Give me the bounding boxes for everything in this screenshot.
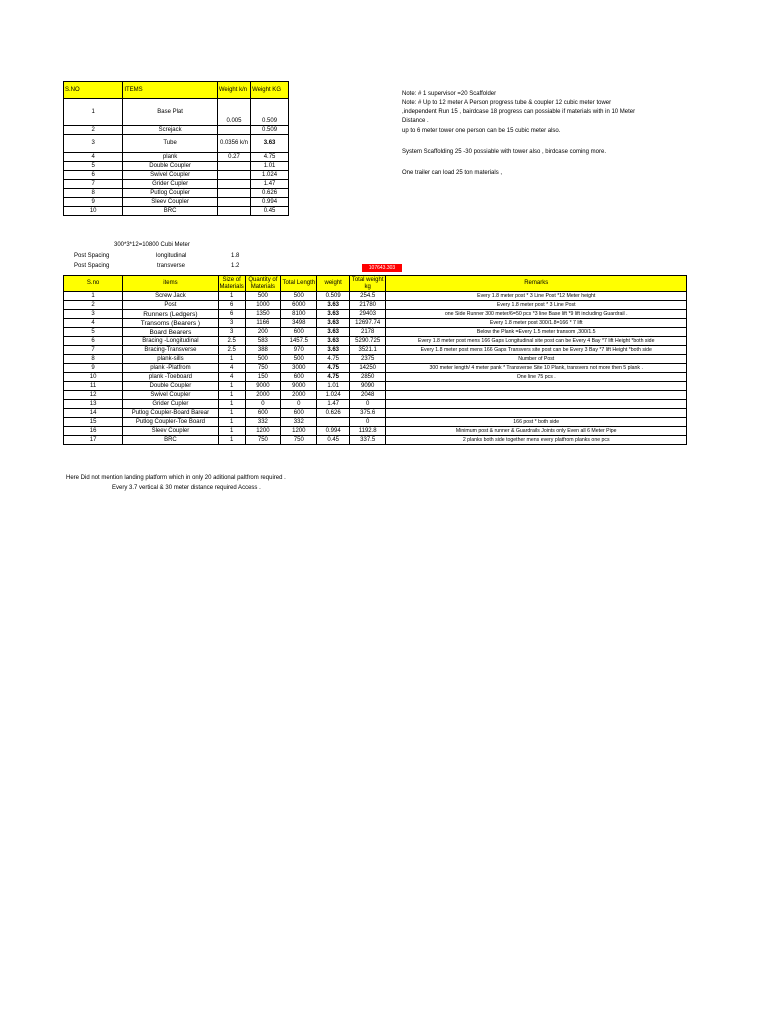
row-item: Bracing-Transverse (123, 346, 219, 355)
row-quantity: 500 (245, 292, 281, 301)
row-weight: 0.45 (317, 436, 349, 445)
row-sno: 6 (64, 337, 123, 346)
row-remarks: Every 1.8 meter post mens 166 Gaps Longitudinal site post can be Every 4 Bay *7 lift Height *both side (386, 337, 687, 346)
row-weight-kn: 0.27 (217, 153, 250, 162)
row-item: Grider Cupler (123, 180, 218, 189)
table1-row (64, 189, 289, 198)
row-weight-kn: 0.0356 k/n (217, 135, 250, 153)
row-item: Double Coupler (123, 162, 218, 171)
row-weight-kg: 0.509 (251, 126, 289, 135)
row-sno: 4 (64, 153, 123, 162)
row-quantity: 1200 (245, 427, 281, 436)
row-item: Post (123, 301, 219, 310)
table1-row (64, 162, 289, 171)
header-quantity: Quantity of Materials (245, 276, 281, 292)
row-item: Swivel Coupler (123, 171, 218, 180)
table2-row (64, 400, 687, 409)
row-item: Putlog Coupler-Toe Board (123, 418, 219, 427)
row-quantity: 600 (245, 409, 281, 418)
table1-header-row (64, 82, 289, 99)
row-weight-kg: 0.45 (251, 207, 289, 216)
row-size: 1 (218, 382, 245, 391)
row-remarks: Every 1.8 meter post mens 166 Gaps Transvers site post can be Every 3 Bay *7 lift Height *both side (386, 346, 687, 355)
row-sno: 7 (64, 180, 123, 189)
row-size: 2.5 (218, 346, 245, 355)
row-quantity: 150 (245, 373, 281, 382)
row-total-weight: 1192.8 (349, 427, 386, 436)
post-spacing-label: Post Spacing (74, 253, 110, 259)
note-line: Note: # Up to 12 meter A Person progress tube & coupler 12 cubic meter tower (402, 100, 612, 106)
row-weight: 3.63 (317, 319, 349, 328)
header-remarks: Remarks (386, 276, 687, 292)
row-size: 1 (218, 427, 245, 436)
transverse-label: transverse (157, 263, 186, 269)
row-total-length: 500 (281, 355, 317, 364)
table2-row (64, 346, 687, 355)
row-weight: 3.63 (317, 346, 349, 355)
row-weight: 3.63 (317, 310, 349, 319)
row-sno: 1 (64, 99, 123, 126)
row-quantity: 200 (245, 328, 281, 337)
note-line: One trailer can load 25 ton materials , (402, 170, 503, 176)
table2-header-row (64, 276, 687, 292)
row-sno: 8 (64, 189, 123, 198)
row-weight-kn: 0.005 (217, 99, 250, 126)
row-quantity: 9000 (245, 382, 281, 391)
row-sno: 12 (64, 391, 123, 400)
row-total-weight: 337.5 (349, 436, 386, 445)
row-sno: 9 (64, 198, 123, 207)
table2-row (64, 391, 687, 400)
longitudinal-label: longitudinal (156, 253, 187, 259)
row-weight: 4.75 (317, 355, 349, 364)
row-total-weight: 3521.1 (349, 346, 386, 355)
table2-body (64, 292, 687, 445)
row-sno: 7 (64, 346, 123, 355)
row-quantity: 0 (245, 400, 281, 409)
row-weight-kg: 0.626 (251, 189, 289, 198)
row-weight: 3.63 (317, 301, 349, 310)
row-weight: 1.024 (317, 391, 349, 400)
footnote: Here Did not mention landing platform which in only 20 aditional paltfrom required . (66, 475, 286, 481)
row-size: 3 (218, 328, 245, 337)
row-remarks: 2 planks both side together mens every platfrom planks one pcs (386, 436, 687, 445)
table2-row (64, 427, 687, 436)
row-total-weight: 2375 (349, 355, 386, 364)
table2-row (64, 418, 687, 427)
table2-row (64, 436, 687, 445)
row-item: Double Coupler (123, 382, 219, 391)
row-sno: 6 (64, 171, 123, 180)
row-item: Board Bearers (123, 328, 219, 337)
row-size: 1 (218, 418, 245, 427)
table1-row (64, 153, 289, 162)
row-quantity: 332 (245, 418, 281, 427)
row-item: Putlog Coupler-Board Barear (123, 409, 219, 418)
row-sno: 13 (64, 400, 123, 409)
table1-row (64, 180, 289, 189)
row-total-weight: 0 (349, 418, 386, 427)
row-weight-kn (217, 207, 250, 216)
row-total-weight: 375.6 (349, 409, 386, 418)
table2-row (64, 337, 687, 346)
note-line: Note: # 1 supervisor =20 Scaffolder (402, 91, 497, 97)
row-total-length: 3000 (281, 364, 317, 373)
row-total-weight: 2850 (349, 373, 386, 382)
row-total-length: 1200 (281, 427, 317, 436)
row-remarks: Every 1.8 meter post * 3 Line Post *12 Meter height (386, 292, 687, 301)
header-weight-kg: Weight KG (251, 82, 289, 99)
table2-row (64, 355, 687, 364)
row-sno: 10 (64, 373, 123, 382)
row-size: 3 (218, 319, 245, 328)
row-weight-kg: 3.63 (251, 135, 289, 153)
table2-row (64, 319, 687, 328)
row-total-length: 3498 (281, 319, 317, 328)
row-weight: 3.63 (317, 328, 349, 337)
row-total-length: 600 (281, 328, 317, 337)
header-sno: S.NO (64, 82, 123, 99)
row-remarks (386, 382, 687, 391)
row-sno: 2 (64, 301, 123, 310)
row-total-weight: 9090 (349, 382, 386, 391)
row-sno: 16 (64, 427, 123, 436)
row-weight-kg: 1.024 (251, 171, 289, 180)
row-item: Runners (Ledgers) (123, 310, 219, 319)
row-total-weight: 5290.725 (349, 337, 386, 346)
row-total-length: 1457.5 (281, 337, 317, 346)
row-total-weight: 29403 (349, 310, 386, 319)
row-weight-kn (217, 162, 250, 171)
row-total-length: 2000 (281, 391, 317, 400)
row-total-length: 600 (281, 409, 317, 418)
row-total-weight: 2178 (349, 328, 386, 337)
total-weight-cell: 107643.303 (362, 264, 402, 272)
row-item: Sleev Coupler (123, 198, 218, 207)
row-remarks (386, 409, 687, 418)
table1-row (64, 126, 289, 135)
note-line: ,independent Run 15 , bairdcase 18 progress can possiable if materials with in 10 Meter (402, 109, 636, 115)
row-sno: 2 (64, 126, 123, 135)
row-size: 1 (218, 292, 245, 301)
table1-row (64, 207, 289, 216)
row-weight-kg: 0.994 (251, 198, 289, 207)
row-total-length: 500 (281, 292, 317, 301)
row-quantity: 500 (245, 355, 281, 364)
row-remarks: 166 post * both side (386, 418, 687, 427)
row-remarks: one Side Runner 300 meter/6=50 pcs *3 line Base lift *9 lift including Guardrail . (386, 310, 687, 319)
header-weight: weight (317, 276, 349, 292)
row-total-length: 750 (281, 436, 317, 445)
row-item: Base Plat (123, 99, 218, 126)
note-line: System Scaffolding 25 -30 possiable with tower also , birdcase coming more. (402, 149, 606, 155)
table2-row (64, 409, 687, 418)
row-size: 1 (218, 391, 245, 400)
row-weight (317, 418, 349, 427)
row-total-weight: 2048 (349, 391, 386, 400)
row-weight-kn (217, 189, 250, 198)
header-total-length: Total Length (281, 276, 317, 292)
material-weights-table (63, 81, 289, 216)
table2-row (64, 382, 687, 391)
row-item: Putlog Coupler (123, 189, 218, 198)
note-line: up to 6 meter tower one person can be 15 cubic meter also. (402, 128, 561, 134)
row-quantity: 750 (245, 364, 281, 373)
row-sno: 3 (64, 310, 123, 319)
row-item: plank -Toeboard (123, 373, 219, 382)
header-total-weight: Total weight kg (349, 276, 386, 292)
row-sno: 15 (64, 418, 123, 427)
row-total-weight: 0 (349, 400, 386, 409)
row-weight-kg: 1.47 (251, 180, 289, 189)
row-quantity: 1350 (245, 310, 281, 319)
row-total-weight: 12697.74 (349, 319, 386, 328)
table1-row (64, 135, 289, 153)
row-remarks: Every 1.8 meter post * 3 Line Post (386, 301, 687, 310)
longitudinal-value: 1.8 (231, 253, 240, 259)
row-remarks: Below the Plank =Every 1.5 meter transom ,300/1.5 (386, 328, 687, 337)
row-size: 6 (218, 301, 245, 310)
row-weight-kn (217, 171, 250, 180)
row-weight-kg: 1.01 (251, 162, 289, 171)
table2-row (64, 310, 687, 319)
row-weight: 1.01 (317, 382, 349, 391)
row-weight: 4.75 (317, 373, 349, 382)
footnote: Every 3.7 vertical & 30 meter distance required Access . (112, 485, 261, 491)
row-total-length: 8100 (281, 310, 317, 319)
row-item: plank (123, 153, 218, 162)
table2-row (64, 328, 687, 337)
table2-row (64, 301, 687, 310)
row-weight-kn (217, 198, 250, 207)
row-weight: 3.63 (317, 337, 349, 346)
row-remarks: 300 meter length/ 4 meter pank * Transverse Site 10 Plank, transvers not more then 5 plank . (386, 364, 687, 373)
row-total-length: 0 (281, 400, 317, 409)
row-total-length: 6000 (281, 301, 317, 310)
row-weight: 0.509 (317, 292, 349, 301)
transverse-value: 1.2 (231, 263, 240, 269)
header-sno: S.no (64, 276, 123, 292)
row-weight: 1.47 (317, 400, 349, 409)
row-sno: 11 (64, 382, 123, 391)
row-size: 4 (218, 364, 245, 373)
row-total-length: 9000 (281, 382, 317, 391)
row-size: 1 (218, 355, 245, 364)
table2-row (64, 292, 687, 301)
row-sno: 5 (64, 328, 123, 337)
row-remarks: One line 75 pcs . (386, 373, 687, 382)
row-item: Transoms (Bearers ) (123, 319, 219, 328)
volume-formula: 300*3*12=10800 Cubi Meter (114, 242, 190, 248)
row-size: 1 (218, 436, 245, 445)
row-remarks: Number of Post (386, 355, 687, 364)
row-sno: 4 (64, 319, 123, 328)
row-size: 1 (218, 400, 245, 409)
row-weight-kn (217, 180, 250, 189)
post-spacing-label: Post Spacing (74, 263, 110, 269)
table2-row (64, 373, 687, 382)
row-remarks (386, 400, 687, 409)
row-quantity: 388 (245, 346, 281, 355)
row-item: Screw Jack (123, 292, 219, 301)
row-weight-kn (217, 126, 250, 135)
row-total-weight: 14250 (349, 364, 386, 373)
row-item: Swivel Coupler (123, 391, 219, 400)
table1-body (64, 99, 289, 216)
row-total-length: 600 (281, 373, 317, 382)
row-sno: 3 (64, 135, 123, 153)
row-quantity: 583 (245, 337, 281, 346)
header-items: ITEMS (123, 82, 218, 99)
table2-row (64, 364, 687, 373)
row-remarks: Every 1.8 meter post 300/1.8=166 * 7 lift (386, 319, 687, 328)
table1-row (64, 171, 289, 180)
row-total-length: 332 (281, 418, 317, 427)
row-item: plank -Platfrom (123, 364, 219, 373)
table1-row (64, 198, 289, 207)
row-sno: 9 (64, 364, 123, 373)
row-item: BRC (123, 207, 218, 216)
row-remarks: Minimum post & runner & Guardrails Joints only Even all 6 Meter Pipe (386, 427, 687, 436)
scaffold-quantity-table (63, 275, 687, 445)
header-size: Size of Materials (219, 276, 244, 290)
row-size: 1 (218, 409, 245, 418)
row-total-length: 970 (281, 346, 317, 355)
header-weight-kn: Weight k/n (217, 82, 250, 99)
row-item: BRC (123, 436, 219, 445)
row-sno: 14 (64, 409, 123, 418)
row-item: Screjack (123, 126, 218, 135)
row-size: 2.5 (218, 337, 245, 346)
row-item: Bracing -Longitudinal (123, 337, 219, 346)
row-quantity: 1000 (245, 301, 281, 310)
row-weight: 0.994 (317, 427, 349, 436)
row-quantity: 750 (245, 436, 281, 445)
row-item: plank-sills (123, 355, 219, 364)
row-size: 6 (218, 310, 245, 319)
row-item: Grider Cupler (123, 400, 219, 409)
row-item: Sleev Coupler (123, 427, 219, 436)
row-sno: 17 (64, 436, 123, 445)
row-sno: 5 (64, 162, 123, 171)
row-weight-kg: 4.75 (251, 153, 289, 162)
row-sno: 10 (64, 207, 123, 216)
row-sno: 1 (64, 292, 123, 301)
row-quantity: 1166 (245, 319, 281, 328)
table1-row (64, 99, 289, 126)
row-remarks (386, 391, 687, 400)
header-items: items (123, 276, 219, 292)
row-item: Tube (123, 135, 218, 153)
row-total-weight: 254.5 (349, 292, 386, 301)
row-weight-kg: 0.509 (251, 99, 289, 126)
row-quantity: 2000 (245, 391, 281, 400)
row-sno: 8 (64, 355, 123, 364)
row-weight: 0.626 (317, 409, 349, 418)
note-line: Distance . (402, 118, 429, 124)
row-weight: 4.75 (317, 364, 349, 373)
row-size: 4 (218, 373, 245, 382)
row-total-weight: 21780 (349, 301, 386, 310)
